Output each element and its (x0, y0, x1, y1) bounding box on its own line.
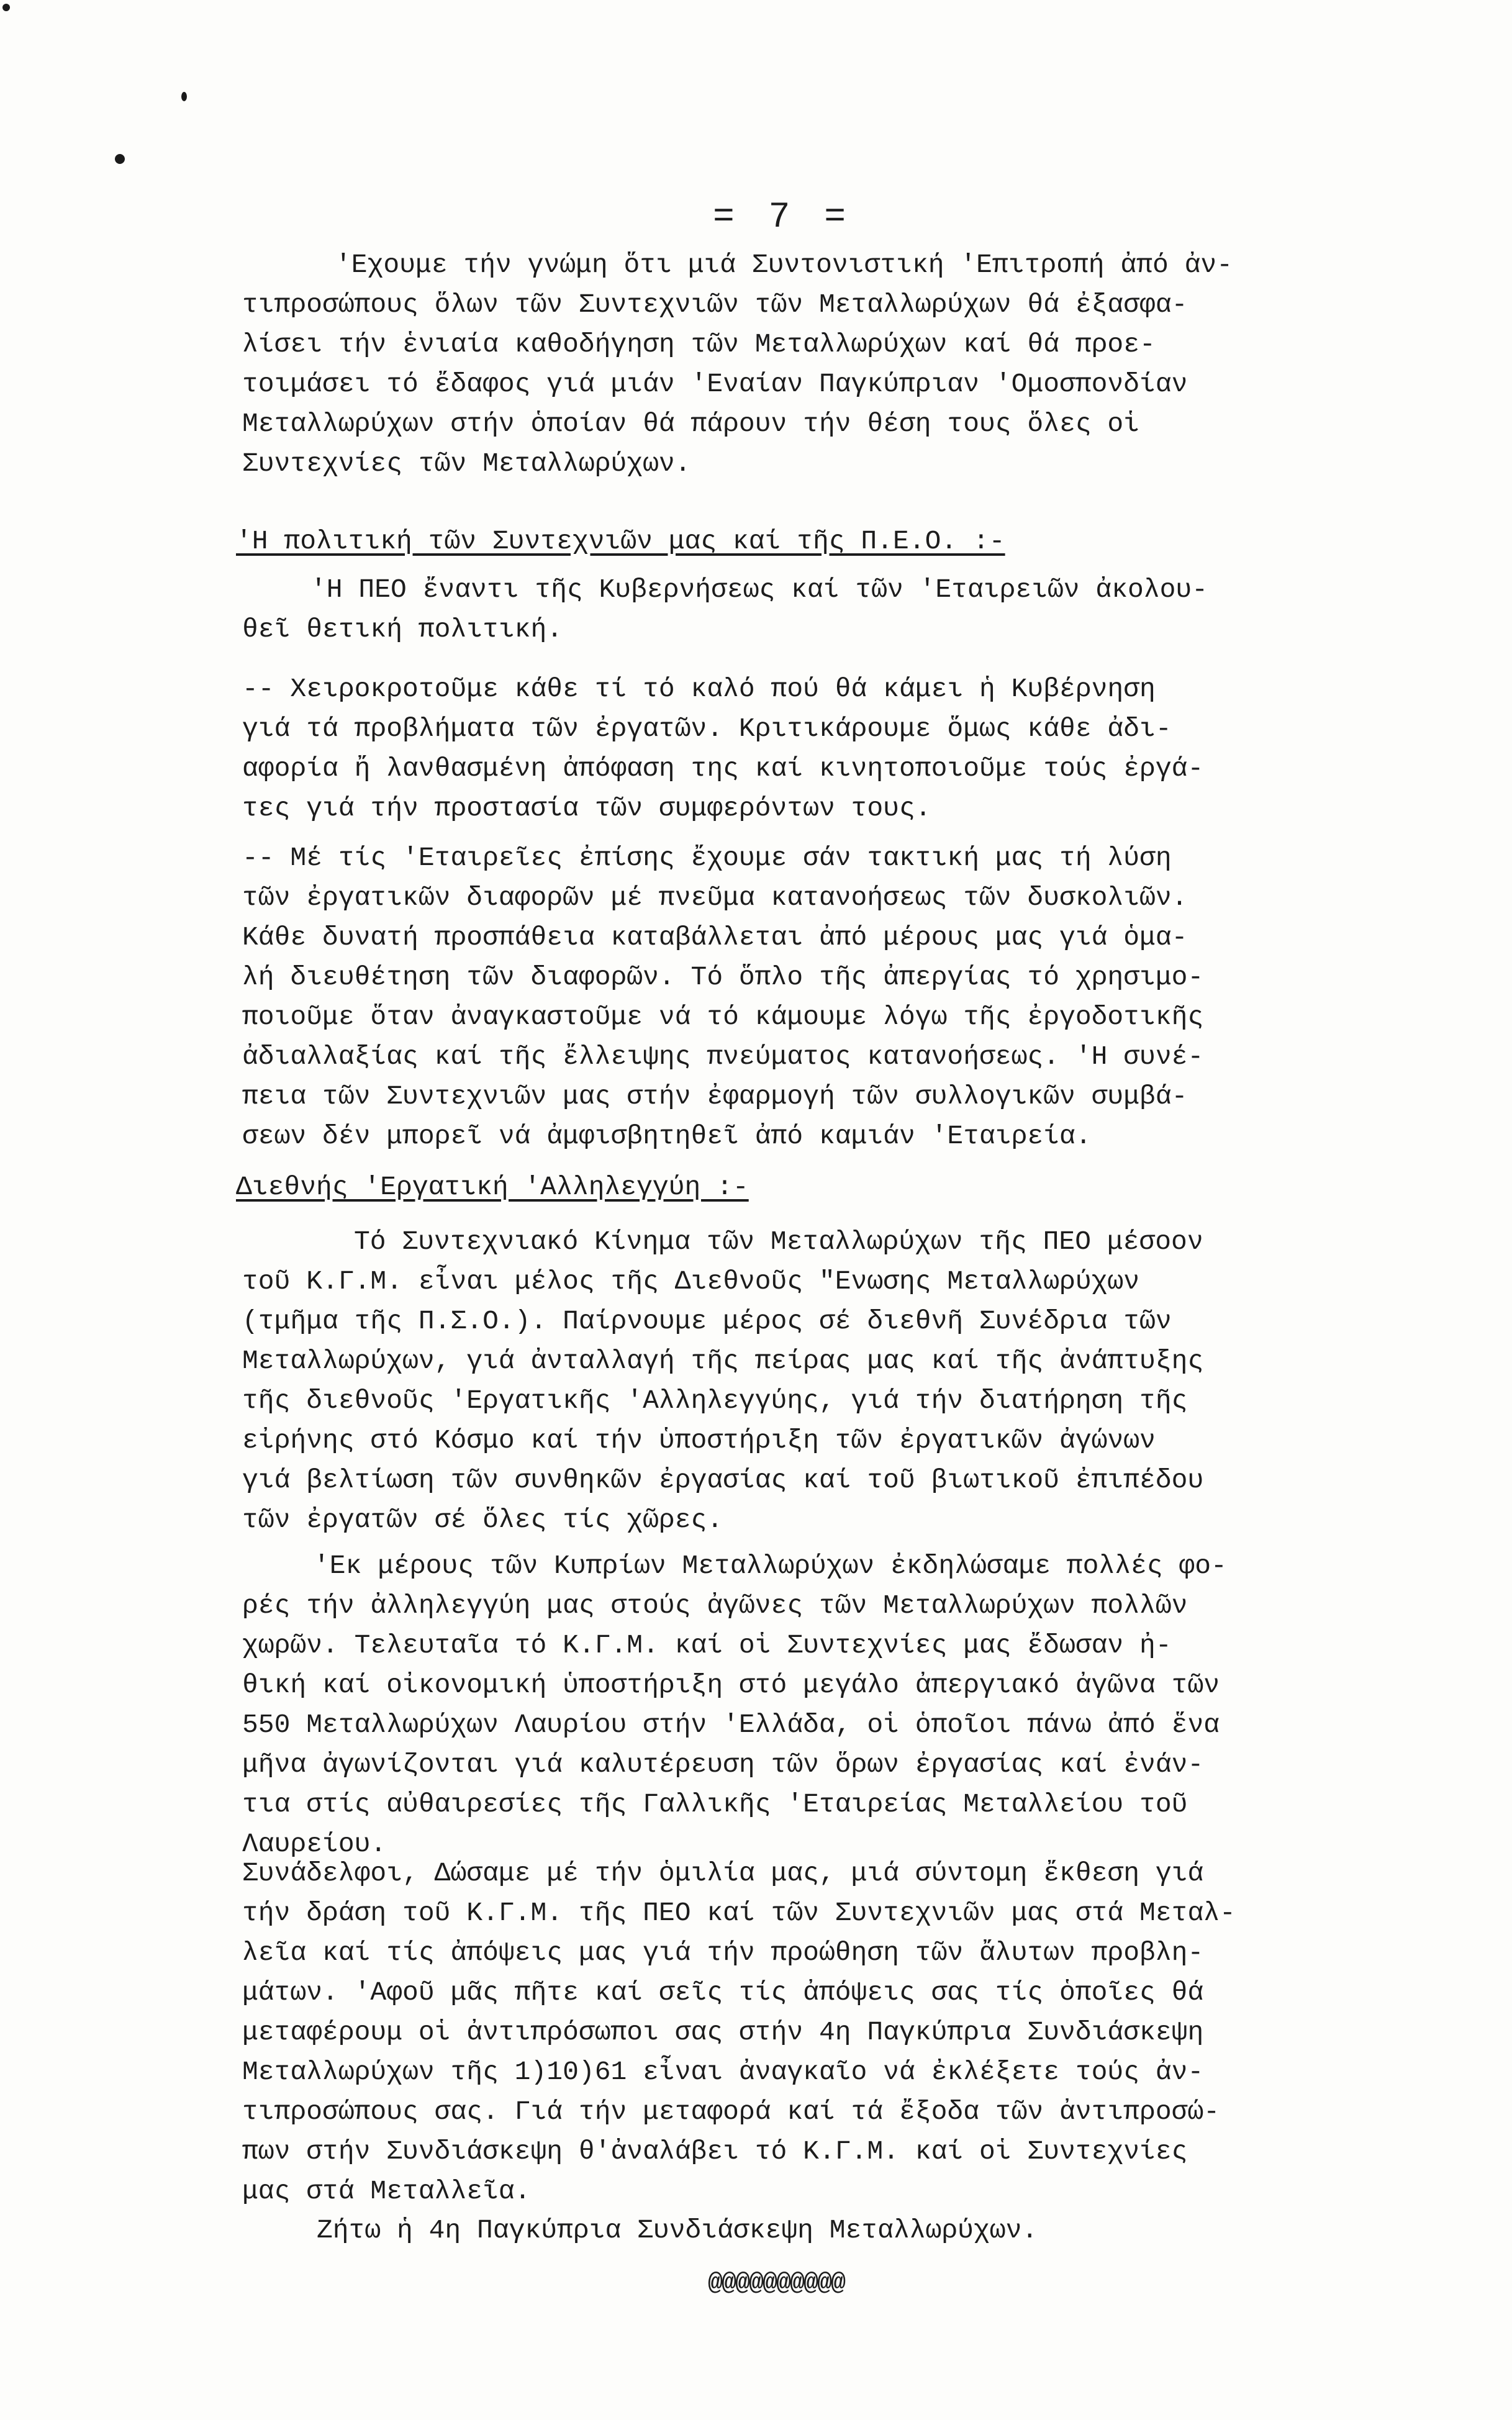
text-line: ἀδιαλλαξίας καί τῆς ἔλλειψης πνεύματος κατανοήσεως. 'Η συνέ- (242, 1041, 1204, 1072)
text-line: Μεταλλωρύχων στήν ὁποίαν θά πάρουν τήν θέση τους ὅλες οἱ (242, 409, 1140, 439)
paragraph-cypriot-miners (242, 1546, 1410, 1864)
text-line: μάτων. 'Αφοῦ μᾶς πῆτε καί σεῖς τίς ἀπόψεις σας τίς ὁποῖες θά (242, 1977, 1204, 2008)
text-line: Συντεχνίες τῶν Μεταλλωρύχων. (242, 448, 691, 479)
page-number: = 7 = (712, 197, 853, 238)
text-line: τῶν ἐργατικῶν διαφορῶν μέ πνεῦμα κατανοήσεως τῶν δυσκολιῶν. (242, 882, 1188, 913)
text-line: εἰρήνης στό Κόσμο καί τήν ὑποστήριξη τῶν ἐργατικῶν ἀγώνων (242, 1425, 1156, 1456)
paragraph-companies (242, 838, 1410, 1156)
text-line: μας στά Μεταλλεῖα. (242, 2176, 531, 2206)
text-line: τήν δράση τοῦ Κ.Γ.Μ. τῆς ΠΕΟ καί τῶν Συντεχνιῶν μας στά Μεταλ- (242, 1898, 1236, 1928)
paragraph-peo-policy (242, 570, 1410, 650)
text-line: τες γιά τήν προστασία τῶν συμφερόντων τους. (242, 793, 931, 823)
text-line: γιά βελτίωση τῶν συνθηκῶν ἐργασίας καί τοῦ βιωτικοῦ ἐπιπέδου (242, 1465, 1204, 1495)
text-line: γιά τά προβλήματα τῶν ἐργατῶν. Κριτικάρουμε ὅμως κάθε ἀδι- (242, 714, 1172, 744)
text-line: χωρῶν. Τελευταῖα τό Κ.Γ.Μ. καί οἱ Συντεχνίες μας ἔδωσαν ἠ- (242, 1630, 1172, 1661)
text-line: μεταφέρουμ οἱ ἀντιπρόσωποι σας στήν 4η Παγκύπρια Συνδιάσκεψη (242, 2017, 1204, 2047)
text-line: τια στίς αὐθαιρεσίες τῆς Γαλλικῆς 'Εταιρείας Μεταλλείου τοῦ (242, 1789, 1188, 1820)
text-line: λίσει τήν ἑνιαία καθοδήγηση τῶν Μεταλλωρύχων καί θά προε- (242, 329, 1156, 360)
text-line: Τό Συντεχνιακό Κίνημα τῶν Μεταλλωρύχων τῆς ΠΕΟ μέσοον (354, 1226, 1203, 1257)
paragraph-colleagues (242, 1854, 1410, 2211)
text-line: 'Εκ μέρους τῶν Κυπρίων Μεταλλωρύχων ἐκδηλώσαμε πολλές φο- (314, 1551, 1227, 1581)
paragraph-government (242, 669, 1410, 828)
text-line: θική καί οἰκονομική ὑποστήριξη στό μεγάλο ἀπεργιακό ἀγῶνα τῶν (242, 1670, 1220, 1700)
scan-speck (115, 154, 125, 164)
text-line: λή διευθέτηση τῶν διαφορῶν. Τό ὅπλο τῆς ἀπεργίας τό χρησιμο- (242, 962, 1204, 992)
text-line: τῆς διεθνοῦς 'Εργατικῆς 'Αλληλεγγύης, γιά τήν διατήρηση τῆς (242, 1385, 1188, 1416)
text-line: τιπροσώπους σας. Γιά τήν μεταφορά καί τά ἔξοδα τῶν ἀντιπροσώ- (242, 2096, 1220, 2127)
text-line: σεων δέν μπορεῖ νά ἀμφισβητηθεῖ ἀπό καμιάν 'Εταιρεία. (242, 1121, 1092, 1151)
closing-line: Ζήτω ἡ 4η Παγκύπρια Συνδιάσκεψη Μεταλλωρύχων. (317, 2215, 1038, 2246)
text-line: αφορία ἤ λανθασμένη ἀπόφαση της καί κινητοποιοῦμε τούς ἐργά- (242, 753, 1204, 784)
scan-speck (181, 92, 187, 101)
text-line: Μεταλλωρύχων τῆς 1)10)61 εἶναι ἀναγκαῖο νά ἐκλέξετε τούς ἀν- (242, 2057, 1204, 2087)
text-line: μῆνα ἀγωνίζονται γιά καλυτέρευση τῶν ὅρων ἐργασίας καί ἐνάν- (242, 1749, 1204, 1780)
section-heading-policy: 'Η πολιτική τῶν Συντεχνιῶν μας καί τῆς Π.Ε.Ο. :- (236, 526, 1005, 556)
paragraph-international (242, 1222, 1410, 1540)
end-mark: @@@@@@@@@@ (708, 2270, 845, 2298)
text-line: 550 Μεταλλωρύχων Λαυρίου στήν 'Ελλάδα, οἱ ὁποῖοι πάνω ἀπό ἕνα (242, 1710, 1220, 1740)
section-heading-solidarity: Διεθνής 'Εργατική 'Αλληλεγγύη :- (236, 1172, 749, 1202)
text-line: ρές τήν ἀλληλεγγύη μας στούς ἀγῶνες τῶν Μεταλλωρύχων πολλῶν (242, 1590, 1188, 1621)
text-line: ποιοῦμε ὅταν ἀναγκαστοῦμε νά τό κάμουμε λόγω τῆς ἐργοδοτικῆς (242, 1002, 1204, 1032)
scan-speck (2, 4, 10, 11)
text-line: πων στήν Συνδιάσκεψη θ'ἀναλάβει τό Κ.Γ.Μ. καί οἱ Συντεχνίες (242, 2136, 1188, 2167)
text-line: (τμῆμα τῆς Π.Σ.Ο.). Παίρνουμε μέρος σέ διεθνῆ Συνέδρια τῶν (242, 1306, 1172, 1336)
text-line: τοιμάσει τό ἔδαφος γιά μιάν 'Εναίαν Παγκύπριαν 'Ομοσπονδίαν (242, 369, 1188, 399)
text-line: 'Εχουμε τήν γνώμη ὅτι μιά Συντονιστική 'Επιτροπή ἀπό ἀν- (335, 250, 1233, 280)
text-line: θεῖ θετική πολιτική. (242, 614, 563, 645)
text-line: Κάθε δυνατή προσπάθεια καταβάλλεται ἀπό μέρους μας γιά ὁμα- (242, 922, 1188, 953)
text-line: Μεταλλωρύχων, γιά ἀνταλλαγή τῆς πείρας μας καί τῆς ἀνάπτυξης (242, 1346, 1204, 1376)
text-line: πεια τῶν Συντεχνιῶν μας στήν ἐφαρμογή τῶν συλλογικῶν συμβά- (242, 1081, 1188, 1112)
paragraph-coordinating-committee (242, 245, 1410, 484)
text-line: 'Η ΠΕΟ ἔναντι τῆς Κυβερνήσεως καί τῶν 'Εταιρειῶν ἀκολου- (310, 574, 1208, 605)
text-line: τῶν ἐργατῶν σέ ὅλες τίς χῶρες. (242, 1505, 723, 1535)
text-line: λεῖα καί τίς ἀπόψεις μας γιά τήν προώθηση τῶν ἄλυτων προβλη- (242, 1937, 1204, 1968)
text-line: τοῦ Κ.Γ.Μ. εἶναι μέλος τῆς Διεθνοῦς "Ενωσης Μεταλλωρύχων (242, 1266, 1140, 1297)
text-line: Συνάδελφοι, Δώσαμε μέ τήν ὁμιλία μας, μιά σύντομη ἔκθεση γιά (242, 1858, 1204, 1888)
text-line: -- Μέ τίς 'Εταιρεῖες ἐπίσης ἔχουμε σάν τακτική μας τή λύση (242, 843, 1172, 873)
text-line: τιπροσώπους ὅλων τῶν Συντεχνιῶν τῶν Μεταλλωρύχων θά ἐξασφα- (242, 289, 1188, 320)
text-line: Λαυρείου. (242, 1829, 387, 1859)
text-line: -- Χειροκροτοῦμε κάθε τί τό καλό πού θά κάμει ἡ Κυβέρνηση (242, 674, 1156, 704)
